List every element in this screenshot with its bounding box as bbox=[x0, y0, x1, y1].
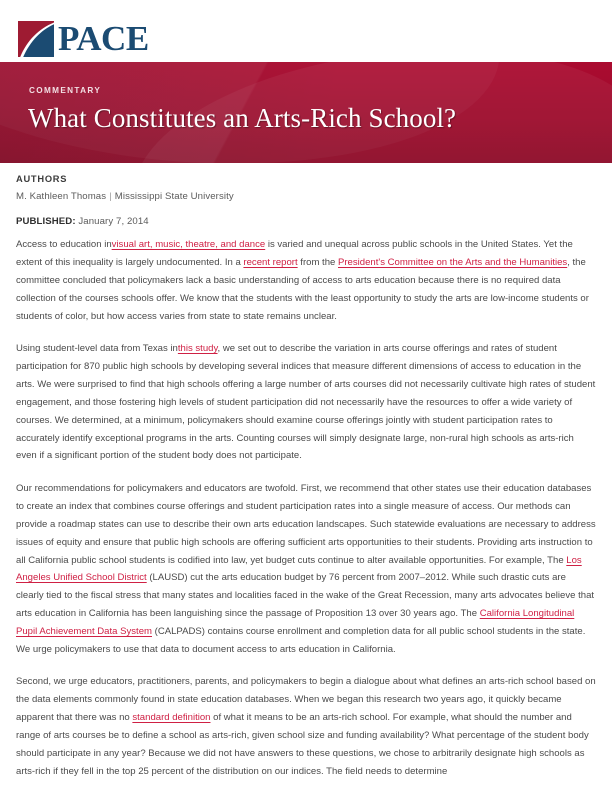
authors-heading: AUTHORS bbox=[16, 174, 68, 184]
body-text-run: , the committee concluded that policymakers lack a basic understanding of access to arts education because there is no required data collection of the courses schools offer. We know that the students with the least opportunity to study the arts are low-income students or students of color, but how access varies from state to state remains unclear. bbox=[16, 256, 589, 322]
body-paragraph bbox=[16, 340, 596, 465]
body-link[interactable]: recent report bbox=[243, 256, 298, 268]
body-text-run: (CALPADS) contains course enrollment and completion data for all public school students in the state. We urge policymakers to use that data to document access to arts education in California. bbox=[16, 626, 586, 656]
body-paragraph bbox=[16, 480, 596, 659]
published-label: PUBLISHED: bbox=[16, 216, 76, 227]
published-line bbox=[16, 216, 596, 227]
page-title: What Constitutes an Arts-Rich School? bbox=[28, 103, 457, 133]
article-body bbox=[16, 236, 596, 781]
body-text-run: , we set out to describe the variation in arts course offerings and rates of student participation for 870 public high schools by developing several indices that measure different dimensions of access to education in the arts. We were surprised to find that high schools offering a large number of arts courses did not necessarily cultivate high rates of student engagement, and those fostering high levels of student participation did not necessarily have the resources to offer a wide variety of courses. We determined, at a minimum, policymakers should examine course offerings jointly with student participation rates to accurately identify exceptional programs in the arts. Counting courses will simply designate large, non-rural high schools as arts-rich even if a significant portion of the student body does not participate. bbox=[16, 343, 596, 462]
body-link[interactable]: this study bbox=[177, 343, 218, 355]
body-paragraph bbox=[16, 236, 596, 326]
body-text-run: (LAUSD) cut the arts education budget by 76 percent from 2007–2012. While such drastic cuts are clearly tied to the fiscal stress that many states and localities faced in the wake of the Great Recession, many arts advocates believe that arts education in California has been languishing since the passage of Proposition 13 over 30 years ago. The bbox=[16, 572, 595, 620]
body-text-run: Second, we urge educators, practitioners, parents, and policymakers to begin a dialogue about what defines an arts-rich school based on the data elements commonly found in state education databases. When we began this research two years ago, it quickly became apparent that there was no bbox=[16, 676, 596, 724]
body-text-run: Access to education in bbox=[16, 239, 112, 250]
article-meta bbox=[16, 174, 596, 227]
body-link[interactable]: California Longitudinal Pupil Achievement Data System bbox=[16, 608, 575, 638]
body-link[interactable]: visual art, music, theatre, and dance bbox=[111, 239, 266, 250]
body-link[interactable]: President's Committee on the Arts and the Humanities bbox=[338, 256, 568, 268]
body-link[interactable]: Los Angeles Unified School District bbox=[16, 554, 582, 584]
pace-wordmark: PACE bbox=[58, 19, 149, 58]
published-date: January 7, 2014 bbox=[78, 216, 149, 227]
body-text-run: Our recommendations for policymakers and educators are twofold. First, we recommend that other states use their education databases to create an index that combines course offerings and student participation rates into a single measure of access. Our methods can provide a roadmap states can use to describe their own arts education landscapes. Such statewide evaluations are necessary to address issues of equity and ensure that public high schools are offering sufficient arts opportunities to their students. Providing arts instruction to all California public school students is codified into law, yet budget cuts continue to alter available opportunities. For example, The bbox=[16, 482, 596, 566]
body-paragraph bbox=[16, 673, 596, 780]
body-link[interactable]: standard definition bbox=[132, 712, 211, 724]
body-text-run: from the bbox=[297, 256, 338, 268]
hero-banner bbox=[0, 62, 612, 163]
content-type-eyebrow: COMMENTARY bbox=[29, 86, 102, 95]
author-affiliation: Mississippi State University bbox=[114, 191, 234, 202]
body-text-run: Using student-level data from Texas in bbox=[16, 343, 178, 355]
author-line bbox=[16, 191, 596, 202]
body-text-run: is varied and unequal across public schools in the United States. Yet the extent of this inequality is largely undocumented. In a bbox=[16, 239, 573, 268]
logo-band bbox=[0, 0, 612, 62]
body-text-run: of what it means to be an arts-rich school. For example, what should the number and range of arts courses be to define a school as arts-rich, given school size and funding availability? What percentage of the student body should participate in any year? Because we did not have answers to these questions, we chose to arbitrarily designate high schools as arts-rich if they fell in the top 25 percent of the distribution on our indices. The field needs to determine bbox=[16, 712, 589, 777]
author-separator: | bbox=[109, 191, 112, 202]
pace-logo-mark-icon bbox=[18, 21, 54, 57]
author-name: M. Kathleen Thomas bbox=[16, 191, 107, 202]
pace-logo[interactable] bbox=[18, 21, 149, 57]
